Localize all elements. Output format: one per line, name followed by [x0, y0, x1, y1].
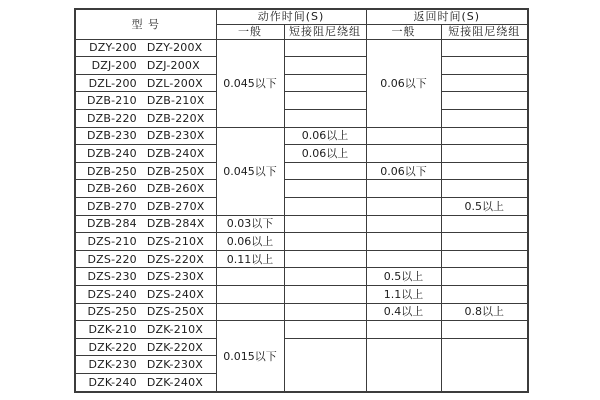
model-code: DZB-284 — [86, 217, 137, 231]
return-damping-cell — [441, 338, 528, 392]
return-general-cell — [366, 145, 441, 163]
model-code: DZS-250 — [87, 305, 137, 319]
model-code: DZB-240 — [86, 146, 137, 160]
return-damping-cell — [441, 321, 528, 339]
table-row — [75, 109, 528, 127]
return-general-cell: 0.4以上 — [366, 303, 441, 321]
action-general-cell — [216, 286, 284, 304]
model-code: DZB-270 — [86, 199, 137, 213]
return-damping-header: 短接阻尼绕组 — [441, 24, 528, 39]
return-general-cell — [366, 250, 441, 268]
model-code-x: DZK-240X — [146, 376, 204, 390]
return-damping-cell — [441, 180, 528, 198]
return-damping-cell — [441, 92, 528, 110]
model-code-x: DZS-230X — [146, 270, 204, 284]
model-code-x: DZK-220X — [146, 340, 204, 354]
return-damping-cell — [441, 74, 528, 92]
return-general-cell — [366, 338, 441, 392]
model-cell — [75, 57, 216, 75]
model-cell — [75, 109, 216, 127]
model-code: DZS-220 — [87, 252, 137, 266]
return-damping-cell — [441, 57, 528, 75]
return-general-cell — [366, 215, 441, 233]
action-general-cell: 0.045以下 — [216, 127, 284, 215]
action-damping-cell — [284, 92, 366, 110]
action-general-cell: 0.015以下 — [216, 321, 284, 392]
action-damping-cell — [284, 268, 366, 286]
return-general-cell — [366, 197, 441, 215]
model-cell — [75, 233, 216, 251]
table-row — [75, 250, 528, 268]
model-cell — [75, 127, 216, 145]
spec-table — [74, 8, 529, 393]
model-code-x: DZJ-200X — [146, 58, 200, 72]
action-damping-header: 短接阻尼绕组 — [284, 24, 366, 39]
table-row — [75, 303, 528, 321]
return-general-cell — [366, 233, 441, 251]
model-code-x: DZS-240X — [146, 287, 204, 301]
model-code: DZK-240 — [88, 376, 137, 390]
return-damping-cell — [441, 215, 528, 233]
action-general-cell: 0.03以下 — [216, 215, 284, 233]
return-general-cell — [366, 180, 441, 198]
model-code-x: DZB-210X — [146, 94, 205, 108]
model-cell — [75, 374, 216, 392]
model-code: DZS-230 — [87, 270, 137, 284]
action-damping-cell — [284, 233, 366, 251]
table-row — [75, 233, 528, 251]
action-general-cell: 0.11以上 — [216, 250, 284, 268]
table-row — [75, 338, 528, 356]
table-row — [75, 197, 528, 215]
model-code-x: DZL-200X — [146, 76, 203, 90]
model-cell — [75, 197, 216, 215]
table-row — [75, 215, 528, 233]
return-general-header: 一般 — [366, 24, 441, 39]
model-code-x: DZB-260X — [146, 182, 205, 196]
action-damping-cell — [284, 321, 366, 339]
table-row — [75, 92, 528, 110]
table-row — [75, 145, 528, 163]
return-damping-cell — [441, 286, 528, 304]
model-code-x: DZY-200X — [146, 41, 203, 55]
table-row — [75, 321, 528, 339]
action-damping-cell — [284, 286, 366, 304]
action-damping-cell — [284, 74, 366, 92]
table-row — [75, 74, 528, 92]
model-code-x: DZS-250X — [146, 305, 204, 319]
model-code: DZB-260 — [86, 182, 137, 196]
action-damping-cell: 0.06以上 — [284, 145, 366, 163]
action-general-header: 一般 — [216, 24, 284, 39]
model-code-x: DZS-210X — [146, 235, 204, 248]
action-damping-cell — [284, 197, 366, 215]
action-general-cell: 0.045以下 — [216, 39, 284, 127]
model-code: DZB-220 — [86, 111, 137, 125]
model-code-x: DZB-240X — [146, 146, 205, 160]
action-damping-cell — [284, 338, 366, 392]
return-general-cell: 0.5以上 — [366, 268, 441, 286]
model-code-x: DZK-230X — [146, 358, 204, 372]
model-cell — [75, 268, 216, 286]
return-damping-cell — [441, 162, 528, 180]
table-row — [75, 268, 528, 286]
return-time-header: 返回时间(S) — [366, 9, 528, 24]
model-code-x: DZS-220X — [146, 252, 204, 266]
model-cell — [75, 250, 216, 268]
model-cell — [75, 215, 216, 233]
model-cell — [75, 180, 216, 198]
return-damping-cell — [441, 250, 528, 268]
model-code: DZL-200 — [88, 76, 137, 90]
model-column-header: 型 号 — [75, 9, 216, 39]
model-code: DZB-250 — [86, 164, 137, 178]
table-row — [75, 39, 528, 57]
action-time-header: 动作时间(S) — [216, 9, 366, 24]
model-code: DZK-220 — [88, 340, 137, 354]
model-code: DZK-230 — [88, 358, 137, 372]
return-damping-cell: 0.5以上 — [441, 197, 528, 215]
model-cell — [75, 92, 216, 110]
model-code-x: DZB-270X — [146, 199, 205, 213]
header-row-1 — [75, 9, 528, 24]
model-cell — [75, 321, 216, 339]
action-damping-cell — [284, 250, 366, 268]
action-general-cell: 0.06以上 — [216, 233, 284, 251]
table-row — [75, 162, 528, 180]
model-code: DZJ-200 — [91, 58, 137, 72]
return-damping-cell — [441, 268, 528, 286]
table-row — [75, 57, 528, 75]
model-cell — [75, 338, 216, 356]
action-damping-cell — [284, 162, 366, 180]
model-cell — [75, 303, 216, 321]
model-code: DZS-210 — [87, 235, 137, 248]
return-damping-cell: 0.8以上 — [441, 303, 528, 321]
return-general-cell — [366, 127, 441, 145]
model-cell — [75, 356, 216, 374]
model-code-x: DZK-210X — [146, 323, 204, 337]
return-general-cell: 0.06以下 — [366, 39, 441, 127]
model-code: DZS-240 — [87, 287, 137, 301]
action-damping-cell — [284, 109, 366, 127]
model-code-x: DZB-220X — [146, 111, 205, 125]
model-cell — [75, 74, 216, 92]
model-code: DZB-230 — [86, 129, 137, 143]
table-row — [75, 180, 528, 198]
action-damping-cell — [284, 180, 366, 198]
return-damping-cell — [441, 145, 528, 163]
action-damping-cell — [284, 303, 366, 321]
action-damping-cell: 0.06以上 — [284, 127, 366, 145]
table-row — [75, 286, 528, 304]
model-cell — [75, 39, 216, 57]
return-damping-cell — [441, 109, 528, 127]
model-code: DZK-210 — [88, 323, 137, 337]
model-code: DZY-200 — [89, 41, 137, 55]
model-cell — [75, 286, 216, 304]
return-general-cell — [366, 321, 441, 339]
return-damping-cell — [441, 127, 528, 145]
model-cell — [75, 145, 216, 163]
action-general-cell — [216, 268, 284, 286]
model-code-x: DZB-230X — [146, 129, 205, 143]
return-damping-cell — [441, 233, 528, 251]
action-damping-cell — [284, 215, 366, 233]
model-code: DZB-210 — [86, 94, 137, 108]
table-row — [75, 127, 528, 145]
return-damping-cell — [441, 39, 528, 57]
model-cell — [75, 162, 216, 180]
return-general-cell: 1.1以上 — [366, 286, 441, 304]
model-code-x: DZB-284X — [146, 217, 205, 231]
model-code-x: DZB-250X — [146, 164, 205, 178]
action-damping-cell — [284, 39, 366, 57]
return-general-cell: 0.06以下 — [366, 162, 441, 180]
action-general-cell — [216, 303, 284, 321]
action-damping-cell — [284, 57, 366, 75]
